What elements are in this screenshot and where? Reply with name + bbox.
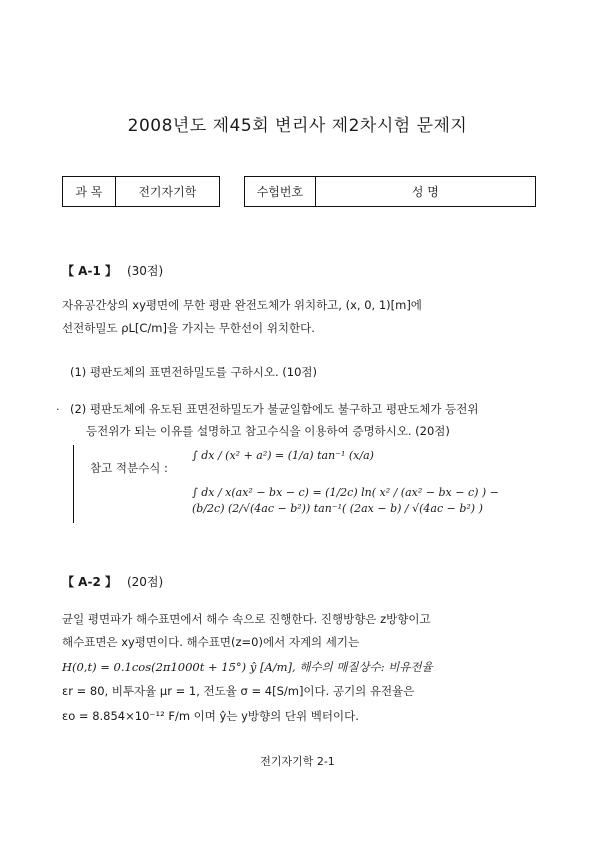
question-a2-number: 【 A-2 】 bbox=[62, 575, 117, 589]
integral-formula-2: ∫ dx / x(ax² − bx − c) = (1/2c) ln( x² / (ax² − bx − c) ) − (b/2c) (2/√(4ac − b²)) tan⁻¹( (2ax − b) / √(4ac − b²) ) bbox=[192, 486, 499, 515]
question-a2-line2: 해수표면은 xy평면이다. 해수표면(z=0)에서 자계의 세기는 bbox=[62, 635, 360, 649]
question-a2-line4: εr = 80, 비투자율 μr = 1, 전도율 σ = 4[S/m]이다. 공기의 유전율은 bbox=[62, 684, 415, 698]
question-a1-sub2-line1: (2) 평판도체에 유도된 표면전하밀도가 불균일함에도 불구하고 평판도체가 등전위 bbox=[70, 402, 479, 416]
question-a2-line5: εo = 8.854×10⁻¹² F/m 이며 ŷ는 y방향의 단위 벡터이다. bbox=[62, 709, 359, 723]
question-a1-line2: 선전하밀도 ρL[C/m]을 가지는 무한선이 위치한다. bbox=[62, 321, 315, 335]
question-a1-sub1: (1) 평판도체의 표면전하밀도를 구하시오. (10점) bbox=[70, 365, 318, 379]
question-a2-header bbox=[62, 573, 163, 590]
question-a1-line1: 자유공간상의 xy평면에 무한 평판 완전도체가 위치하고, (x, 0, 1)[m]에 bbox=[62, 298, 422, 312]
integral-formula-1: ∫ dx / (x² + a²) = (1/a) tan⁻¹ (x/a) bbox=[192, 449, 374, 462]
subject-value: 전기자기학 bbox=[115, 177, 219, 206]
question-a1-number: 【 A-1 】 bbox=[62, 264, 117, 278]
question-a1-sub2-line2: 등전위가 되는 이유를 설명하고 참고수식을 이용하여 증명하시오. (20점) bbox=[86, 424, 450, 438]
exam-info-box bbox=[244, 176, 536, 207]
question-a2-line3: H(0,t) = 0.1cos(2π1000t + 15°) ŷ [A/m], 해수의 매질상수: 비유전율 bbox=[62, 660, 433, 674]
subject-box bbox=[62, 176, 220, 207]
question-a2-points: (20점) bbox=[126, 575, 164, 589]
page-footer: 전기자기학 2-1 bbox=[260, 755, 335, 768]
subject-label: 과 목 bbox=[75, 185, 103, 199]
reference-label: 참고 적분수식 : bbox=[90, 461, 168, 475]
exam-number-label: 수험번호 bbox=[256, 185, 304, 199]
question-a1-header bbox=[62, 262, 163, 279]
question-a2-line1: 균일 평면파가 해수표면에서 해수 속으로 진행한다. 진행방향은 z방향이고 bbox=[62, 612, 431, 626]
exam-title: 2008년도 제45회 변리사 제2차시험 문제지 bbox=[127, 116, 468, 136]
bullet-mark: · bbox=[56, 403, 60, 416]
reference-formula-box bbox=[73, 445, 534, 523]
question-a1-points: (30점) bbox=[126, 264, 164, 278]
exam-name-label: 성 명 bbox=[315, 177, 535, 206]
